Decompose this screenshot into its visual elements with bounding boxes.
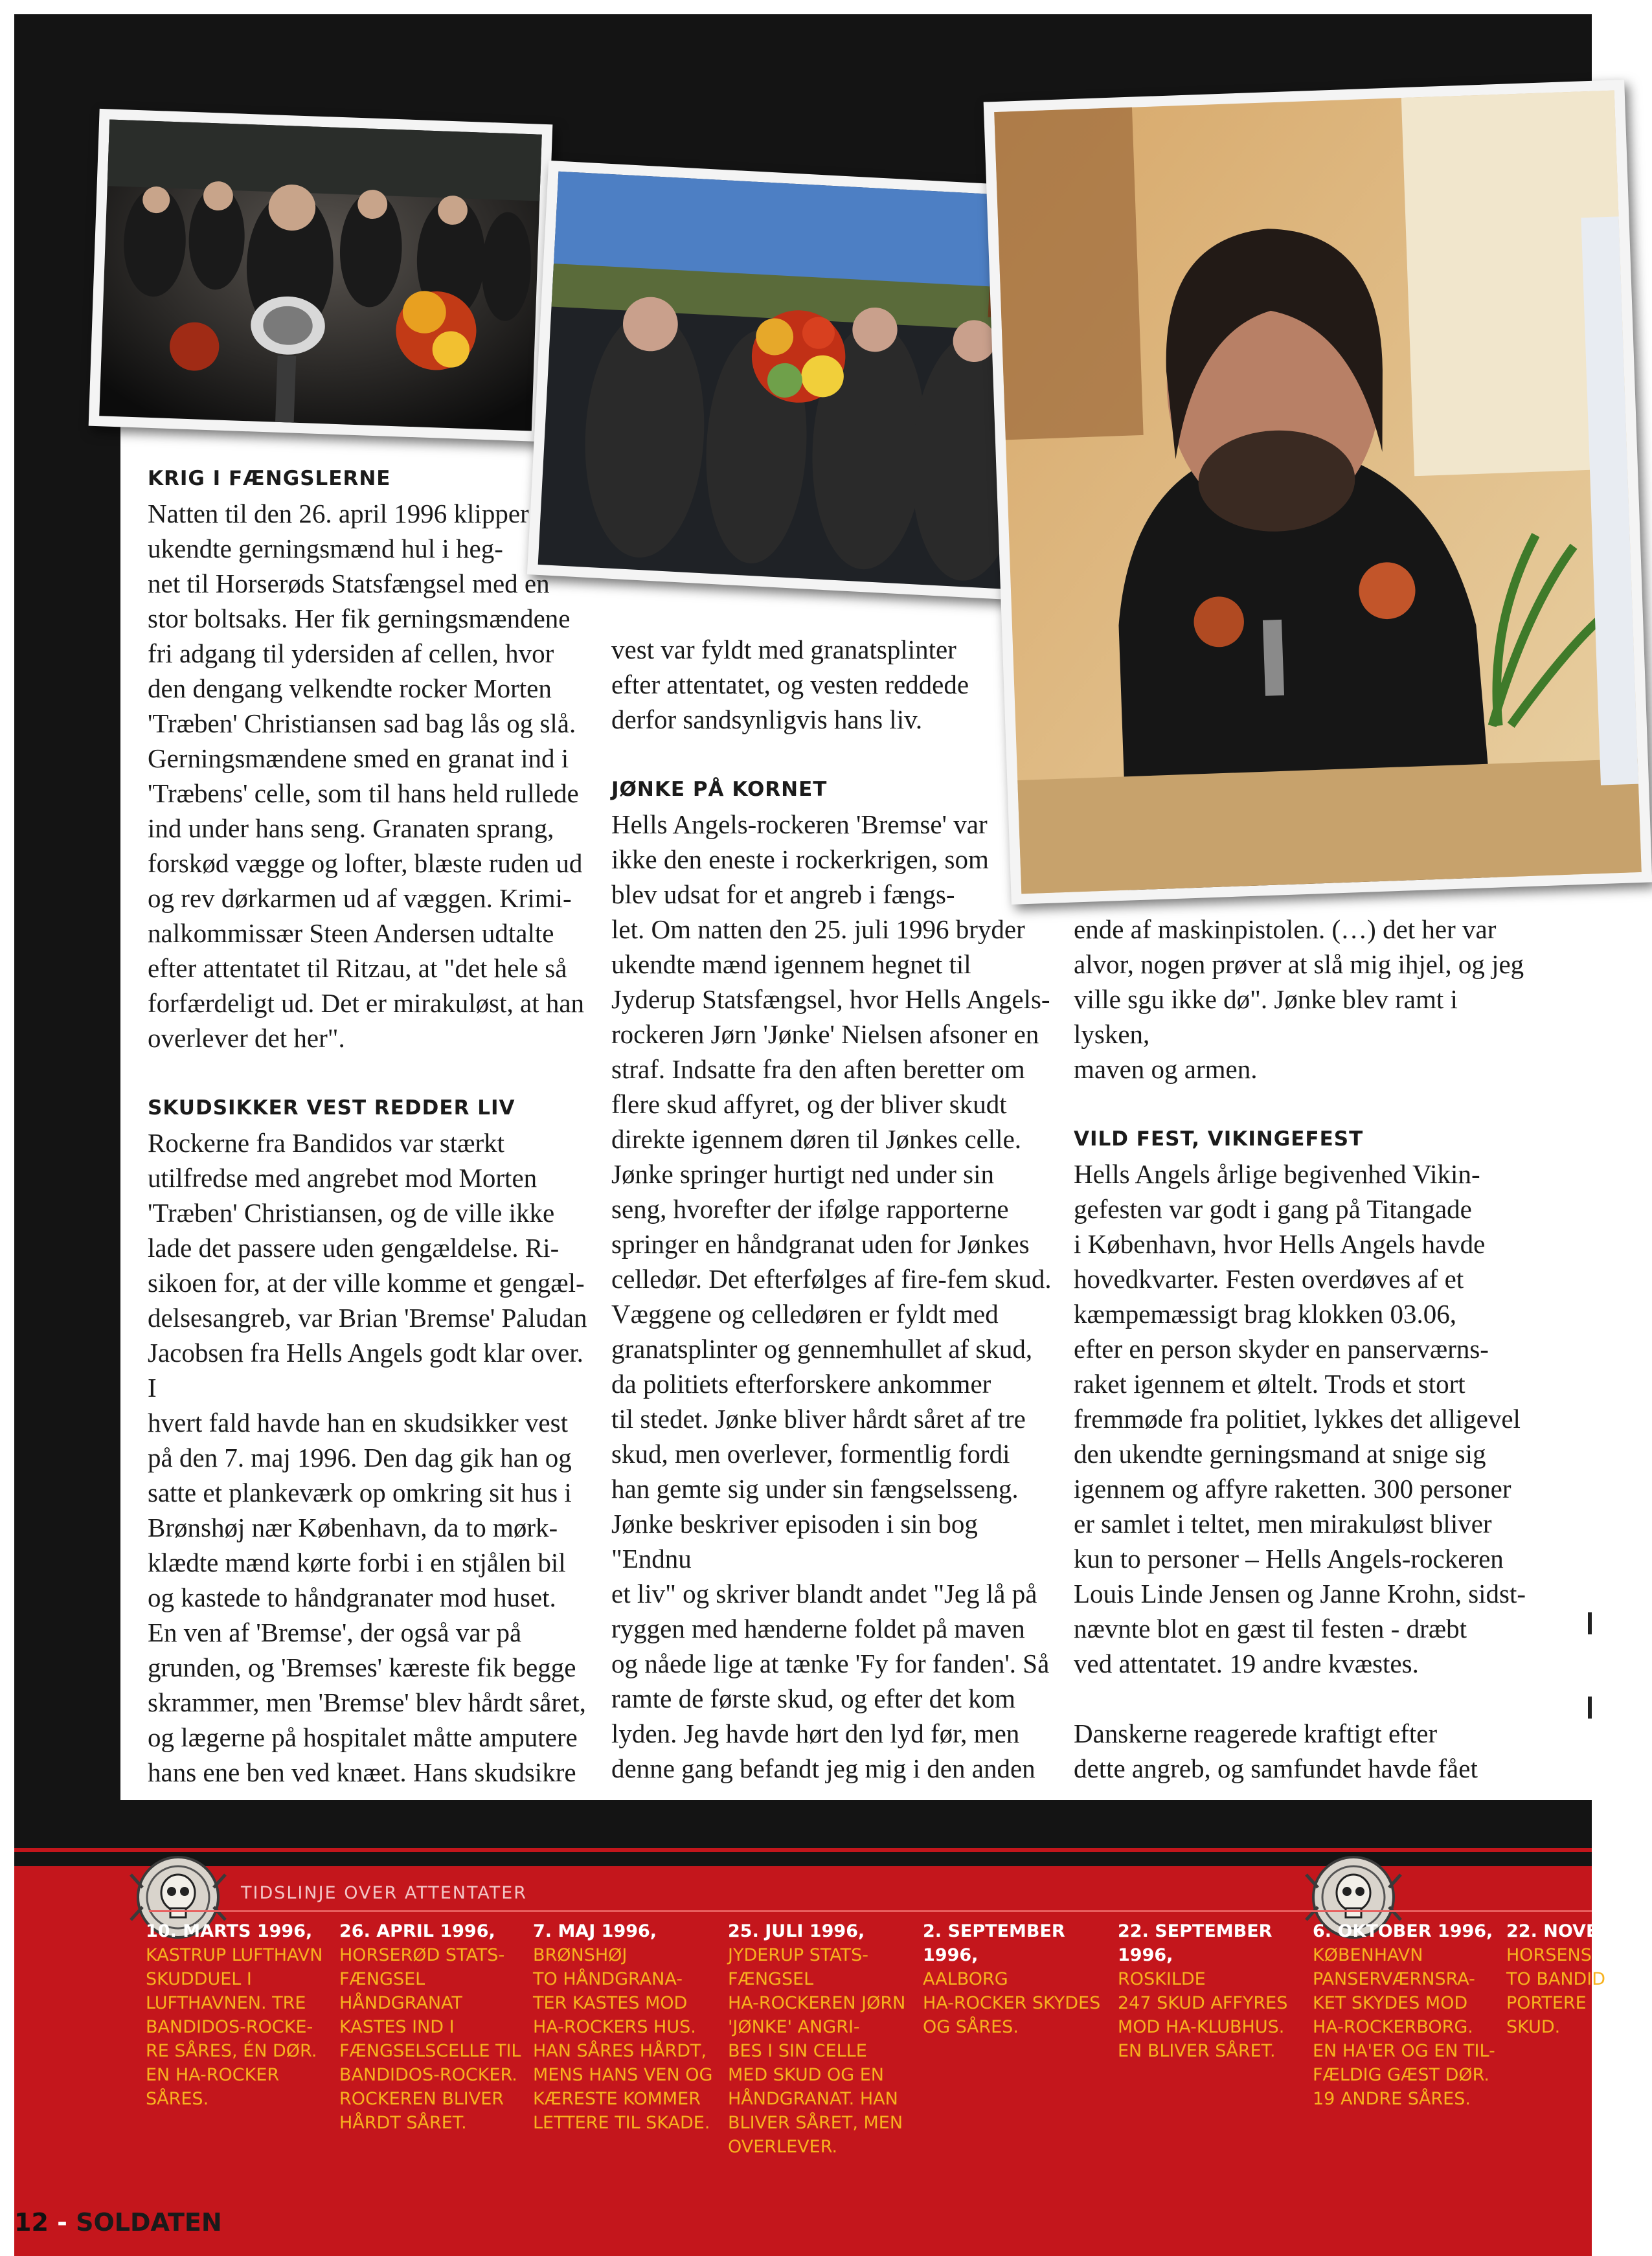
text-line: klædte mænd kørte forbi i en stjålen bil [148, 1548, 566, 1577]
text-line: Natten til den 26. april 1996 klipper [148, 499, 529, 528]
text-line: seng, hvorefter der ifølge rapporterne [611, 1194, 1009, 1224]
text-line: fremmøde fra politiet, lykkes det alligevel [1074, 1404, 1521, 1434]
timeline-date: 25. JULI 1996, [728, 1921, 865, 1941]
heading-jonke-paa-kornet: JØNKE PÅ KORNET [611, 778, 828, 801]
text-line: og lægerne på hospitalet måtte amputere [148, 1722, 578, 1752]
publication-name: SOLDATEN [76, 2208, 222, 2237]
text-line: alvor, nogen prøver at slå mig ihjel, og jeg [1074, 949, 1524, 979]
timeline-text: ROSKILDE 247 SKUD AFFYRES MOD HA-KLUBHUS. EN BLIVER SÅRET. [1118, 1969, 1288, 2061]
text-line: forskød vægge og lofter, blæste ruden ud [148, 848, 583, 878]
footer-separator: - [48, 2208, 76, 2237]
timeline-text: KØBENHAVN PANSERVÆRNSRA- KET SKYDES MOD HA-ROCKERBORG. EN HA'ER OG EN TIL- FÆLDIG GÆST DØR. 19 ANDRE SÅRES. [1313, 1945, 1495, 2109]
text-line: skrammer, men 'Bremse' blev hårdt såret, [148, 1687, 586, 1717]
article-column-2 [611, 632, 1052, 1786]
text-line: ikke den eneste i rockerkrigen, som [611, 844, 989, 874]
text-line: En ven af 'Bremse', der også var på [148, 1618, 522, 1647]
text-line: og nåede lige at tænke 'Fy for fanden'. Så [611, 1649, 1050, 1678]
photo-portrait-biker [984, 80, 1652, 905]
text-line: nævnte blot en gæst til festen - dræbt [1074, 1614, 1467, 1643]
text-line: let. Om natten den 25. juli 1996 bryder [611, 914, 1025, 944]
heading-krig-i-faengslerne: KRIG I FÆNGSLERNE [148, 467, 391, 490]
page-edge-mark [1588, 1612, 1592, 1634]
text-line: Hells Angels-rockeren 'Bremse' var [611, 809, 988, 839]
text-line: Væggene og celledøren er fyldt med [611, 1299, 999, 1329]
text-line: direkte igennem døren til Jønkes celle. [611, 1124, 1022, 1154]
text-line: Danskerne reagerede kraftigt efter [1074, 1719, 1438, 1748]
text-line: springer en håndgranat uden for Jønkes [611, 1229, 1030, 1259]
timeline-entry [1118, 1919, 1302, 2063]
timeline-rule [149, 1910, 1592, 1912]
text-line: fri adgang til ydersiden af cellen, hvor [148, 638, 554, 668]
text-line: i København, hvor Hells Angels havde [1074, 1229, 1486, 1259]
timeline-date: 26. APRIL 1996, [339, 1921, 495, 1941]
text-line: flere skud affyret, og der bliver skudt [611, 1089, 1007, 1119]
text-line: dette angreb, og samfundet havde fået [1074, 1754, 1478, 1783]
text-line: grunden, og 'Bremses' kæreste fik begge [148, 1653, 576, 1682]
timeline-date: 6. OKTOBER 1996, [1313, 1921, 1493, 1941]
timeline-date: 22. NOVEM [1506, 1921, 1616, 1941]
timeline-text: HORSENS TO BANDID PORTERE SKUD. [1506, 1945, 1606, 2037]
page-number: 12 [14, 2208, 49, 2237]
text-line: ramte de første skud, og efter det kom [611, 1684, 1015, 1713]
text-line: til stedet. Jønke bliver hårdt såret af tre [611, 1404, 1026, 1434]
text-line: hans ene ben ved knæet. Hans skudsikre [148, 1757, 576, 1787]
text-line: delsesangreb, var Brian 'Bremse' Paludan [148, 1303, 587, 1333]
text-line: hovedkvarter. Festen overdøves af et [1074, 1264, 1464, 1294]
text-line: Louis Linde Jensen og Janne Krohn, sidst- [1074, 1579, 1526, 1608]
page-footer [14, 2208, 222, 2237]
text-line: sikoen for, at der ville komme et gengæl- [148, 1268, 585, 1298]
biker-convoy-image [99, 119, 542, 431]
section-krig-i-faengslerne-text [148, 496, 594, 1055]
photo-biker-convoy [89, 109, 553, 442]
text-line: 'Træben' Christiansen sad bag lås og slå. [148, 708, 576, 738]
text-line: overlever det her". [148, 1023, 345, 1053]
text-line: denne gang befandt jeg mig i den anden [611, 1754, 1035, 1783]
timeline-entry [1506, 1919, 1616, 2039]
text-line: celledør. Det efterfølges af fire-fem skud. [611, 1264, 1052, 1294]
text-line: stor boltsaks. Her fik gerningsmændene [148, 603, 571, 633]
text-line: vest var fyldt med granatsplinter [611, 635, 956, 664]
text-line: gefesten var godt i gang på Titangade [1074, 1194, 1472, 1224]
text-line: Jacobsen fra Hells Angels godt klar over. I [148, 1338, 583, 1403]
text-line: 'Træbens' celle, som til hans held rullede [148, 778, 579, 808]
column-2-intro [611, 632, 1052, 737]
text-line: nalkommissær Steen Andersen udtalte [148, 918, 554, 948]
timeline-date: 7. MAJ 1996, [533, 1921, 657, 1941]
timeline-date: 2. SEPTEMBER 1996, [923, 1921, 1065, 1965]
text-line: satte et plankeværk op omkring sit hus i [148, 1478, 572, 1507]
timeline-text: AALBORG HA-ROCKER SKYDES OG SÅRES. [923, 1969, 1101, 2037]
text-line: derfor sandsynligvis hans liv. [611, 705, 923, 734]
timeline-entry [146, 1919, 330, 2111]
text-line: Rockerne fra Bandidos var stærkt [148, 1128, 505, 1158]
timeline-title: TIDSLINJE OVER ATTENTATER [241, 1883, 528, 1903]
text-line: rockeren Jørn 'Jønke' Nielsen afsoner en [611, 1019, 1039, 1049]
text-line: lyden. Jeg havde hørt den lyd før, men [611, 1719, 1020, 1748]
column-3-intro [1074, 912, 1527, 1087]
text-line: ukendte mænd igennem hegnet til [611, 949, 971, 979]
text-line: på den 7. maj 1996. Den dag gik han og [148, 1443, 572, 1472]
timeline-text: KASTRUP LUFTHAVN SKUDDUEL I LUFTHAVNEN. TRE BANDIDOS-ROCKE- RE SÅRES, ÉN DØR. EN HA-ROCKER SÅRES. [146, 1945, 323, 2109]
section-skudsikker-vest-text [148, 1125, 594, 1790]
text-line: Jønke springer hurtigt ned under sin [611, 1159, 994, 1189]
text-line: ende af maskinpistolen. (…) det her var [1074, 914, 1497, 944]
timeline-entry [533, 1919, 718, 2135]
timeline-entry [728, 1919, 912, 2159]
text-line: kun to personer – Hells Angels-rockeren [1074, 1544, 1504, 1574]
text-line: Hells Angels årlige begivenhed Vikin- [1074, 1159, 1480, 1189]
text-line: straf. Indsatte fra den aften beretter om [611, 1054, 1025, 1084]
timeline-date: 22. SEPTEMBER 1996, [1118, 1921, 1273, 1965]
timeline-entry [1313, 1919, 1497, 2111]
text-line: raket igennem et øltelt. Trods et stort [1074, 1369, 1465, 1399]
text-line: ryggen med hænderne foldet på maven [611, 1614, 1025, 1643]
text-line: net til Horserøds Statsfængsel med en [148, 569, 550, 598]
text-line: blev udsat for et angreb i fængs- [611, 879, 955, 909]
text-line: et liv" og skriver blandt andet "Jeg lå på [611, 1579, 1037, 1608]
text-line: efter attentatet til Ritzau, at "det hele så [148, 953, 567, 983]
text-line: Gerningsmændene smed en granat ind i [148, 743, 569, 773]
text-line: da politiets efterforskere ankommer [611, 1369, 991, 1399]
text-line: granatsplinter og gennemhullet af skud, [611, 1334, 1033, 1364]
text-line: efter en person skyder en panserværns- [1074, 1334, 1489, 1364]
section-jonke-paa-kornet-text [611, 807, 1052, 1786]
text-line: ukendte gerningsmænd hul i heg- [148, 534, 503, 563]
timeline-text: BRØNSHØJ TO HÅNDGRANA- TER KASTES MOD HA-ROCKERS HUS. HAN SÅRES HÅRDT, MENS HANS VEN OG KÆRESTE KOMMER LETTERE TIL SKADE. [533, 1945, 713, 2133]
text-line: ville sgu ikke dø". Jønke blev ramt i lysken, [1074, 984, 1458, 1049]
article-column-1 [148, 461, 594, 1790]
column-3-closing [1074, 1716, 1527, 1786]
text-line: han gemte sig under sin fængselsseng. [611, 1474, 1019, 1504]
timeline-date: 10. MARTS 1996, [146, 1921, 313, 1941]
text-line: ind under hans seng. Granaten sprang, [148, 813, 554, 843]
timeline-entry [339, 1919, 524, 2135]
text-line: forfærdeligt ud. Det er mirakuløst, at han [148, 988, 585, 1018]
portrait-image [994, 91, 1642, 894]
text-line: den ukendte gerningsmand at snige sig [1074, 1439, 1486, 1469]
text-line: skud, men overlever, formentlig fordi [611, 1439, 1010, 1469]
text-line: og rev dørkarmen ud af væggen. Krimi- [148, 883, 572, 913]
text-line: Jønke beskriver episoden i sin bog "Endnu [611, 1509, 978, 1574]
text-line: utilfredse med angrebet mod Morten [148, 1163, 537, 1193]
text-line: Jyderup Statsfængsel, hvor Hells Angels- [611, 984, 1050, 1014]
heading-skudsikker-vest: SKUDSIKKER VEST REDDER LIV [148, 1096, 515, 1120]
text-line: igennem og affyre raketten. 300 personer [1074, 1474, 1511, 1504]
timeline-text: HORSERØD STATS- FÆNGSEL HÅNDGRANAT KASTES IND I FÆNGSELSCELLE TIL BANDIDOS-ROCKER. ROCKEREN BLIVER HÅRDT SÅRET. [339, 1945, 521, 2133]
text-line: kæmpemæssigt brag klokken 03.06, [1074, 1299, 1457, 1329]
text-line: maven og armen. [1074, 1054, 1258, 1084]
text-line: hvert fald havde han en skudsikker vest [148, 1408, 568, 1438]
text-line: og kastede to håndgranater mod huset. [148, 1583, 556, 1612]
heading-vild-fest-vikingefest: VILD FEST, VIKINGEFEST [1074, 1127, 1364, 1151]
text-line: den dengang velkendte rocker Morten [148, 673, 552, 703]
section-vild-fest-text [1074, 1156, 1527, 1681]
article-column-3 [1074, 912, 1527, 1786]
text-line: lade det passere uden gengældelse. Ri- [148, 1233, 560, 1263]
timeline-entry [923, 1919, 1107, 2039]
text-line: efter attentatet, og vesten reddede [611, 670, 969, 699]
text-line: er samlet i teltet, men mirakuløst bliver [1074, 1509, 1492, 1539]
text-line: Brønshøj nær København, da to mørk- [148, 1513, 558, 1542]
text-line: 'Træben' Christiansen, og de ville ikke [148, 1198, 555, 1228]
text-line: ved attentatet. 19 andre kvæstes. [1074, 1649, 1419, 1678]
page-edge-mark [1588, 1697, 1592, 1719]
timeline-text: JYDERUP STATS- FÆNGSEL HA-ROCKEREN JØRN 'JØNKE' ANGRI- BES I SIN CELLE MED SKUD OG EN HÅNDGRANAT. HAN BLIVER SÅRET, MEN OVERLEVER. [728, 1945, 906, 2157]
